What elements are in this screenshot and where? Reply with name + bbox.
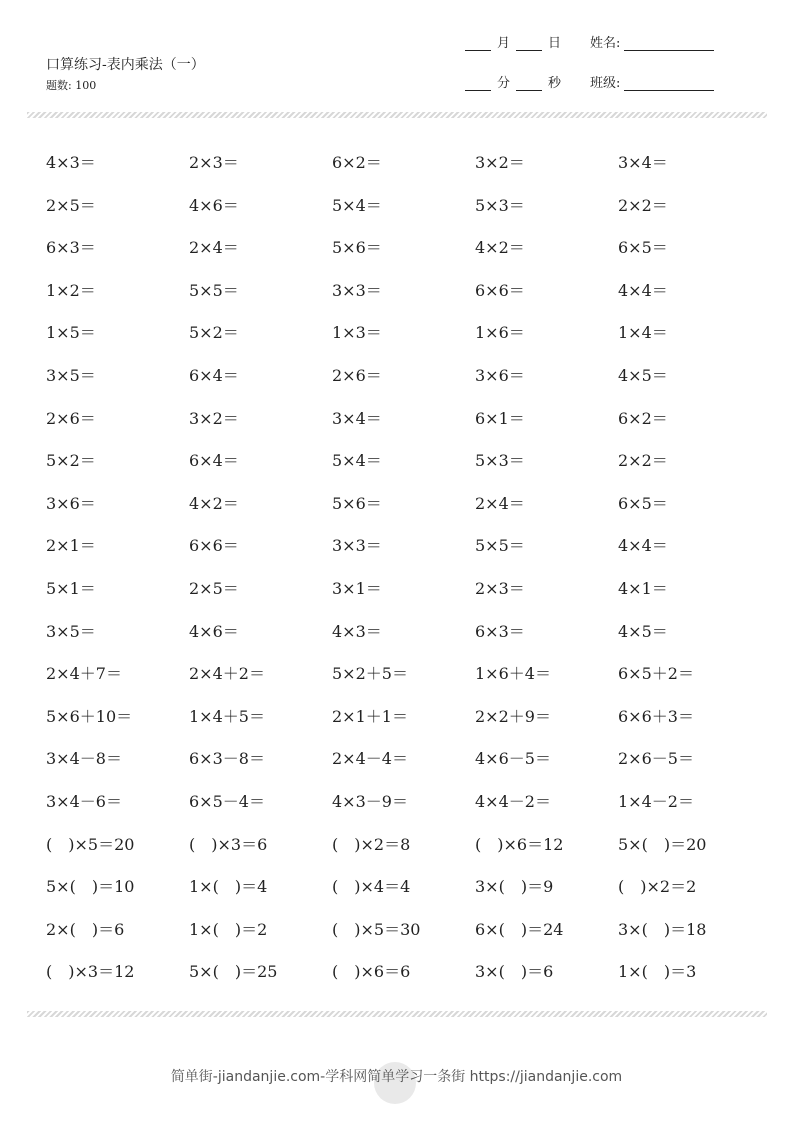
problem-row <box>46 659 766 702</box>
math-problem: 4×3－9＝ <box>332 791 408 811</box>
math-problem: 5×6＝ <box>332 238 382 258</box>
problem-row <box>46 872 766 915</box>
problem-row <box>46 446 766 489</box>
worksheet-title: 口算练习-表内乘法（一） <box>46 57 205 73</box>
problem-row <box>46 361 766 404</box>
math-problem: ( )×3＝6 <box>189 834 268 854</box>
class-label: 班级: <box>590 76 621 91</box>
math-problem: 4×4＝ <box>618 280 668 300</box>
math-problem: 1×6＋4＝ <box>475 664 551 684</box>
problem-row <box>46 233 766 276</box>
math-problem: 5×( )＝20 <box>618 834 707 854</box>
math-problem: 5×2＝ <box>189 323 239 343</box>
math-problem: 6×5＋2＝ <box>618 664 694 684</box>
math-problem: 3×( )＝6 <box>475 962 554 982</box>
math-problem: 5×4＝ <box>332 451 382 471</box>
problem-row <box>46 787 766 830</box>
math-problem: 3×6＝ <box>475 365 525 385</box>
math-problem: 6×5－4＝ <box>189 791 265 811</box>
math-problem: 4×6＝ <box>189 621 239 641</box>
math-problem: 2×4－4＝ <box>332 749 408 769</box>
math-problem: 2×5＝ <box>46 195 96 215</box>
math-problem: 3×( )＝9 <box>475 877 554 897</box>
problem-row <box>46 148 766 191</box>
math-problem: 1×4＋5＝ <box>189 706 265 726</box>
math-problem: 2×6－5＝ <box>618 749 694 769</box>
math-problem: 4×3＝ <box>46 153 96 172</box>
name-blank[interactable] <box>624 36 714 51</box>
name-field <box>590 32 714 51</box>
second-blank[interactable] <box>516 76 542 91</box>
math-problem: 6×6＋3＝ <box>618 706 694 726</box>
name-label: 姓名: <box>590 36 621 51</box>
math-problem: 6×5＝ <box>618 238 668 258</box>
math-problem: ( )×2＝8 <box>332 834 411 854</box>
bottom-divider <box>27 1011 767 1017</box>
month-blank[interactable] <box>465 36 491 51</box>
math-problem: 5×5＝ <box>189 280 239 300</box>
math-problem: 2×1＋1＝ <box>332 706 408 726</box>
math-problem: 4×3＝ <box>332 621 382 641</box>
problem-row <box>46 957 766 1000</box>
problem-row <box>46 318 766 361</box>
math-problem: 2×4＝ <box>475 493 525 513</box>
math-problem: 6×2＝ <box>618 408 668 428</box>
math-problem: 4×5＝ <box>618 621 668 641</box>
math-problem: 5×6＋10＝ <box>46 706 133 726</box>
math-problem: 5×1＝ <box>46 578 96 598</box>
math-problem: ( )×6＝6 <box>332 962 411 982</box>
math-problem: 5×2＋5＝ <box>332 664 408 684</box>
math-problem: 6×4＝ <box>189 365 239 385</box>
math-problem: 3×3＝ <box>332 280 382 300</box>
math-problem: 2×2＝ <box>618 451 668 471</box>
problem-row <box>46 531 766 574</box>
minute-blank[interactable] <box>465 76 491 91</box>
math-problem: 5×4＝ <box>332 195 382 215</box>
math-problem: 3×4＝ <box>332 408 382 428</box>
minute-label: 分 <box>497 76 511 91</box>
math-problem: 3×2＝ <box>189 408 239 428</box>
problem-row <box>46 574 766 617</box>
problem-row <box>46 191 766 234</box>
math-problem: 6×1＝ <box>475 408 525 428</box>
math-problem: 6×( )＝24 <box>475 919 564 939</box>
math-problem: 4×2＝ <box>475 238 525 258</box>
math-problem: 6×6＝ <box>475 280 525 300</box>
footer-text: 简单街-jiandanjie.com-学科网简单学习一条街 https://jiandanjie.com <box>170 1069 623 1085</box>
math-problem: ( )×3＝12 <box>46 962 135 982</box>
math-problem: ( )×2＝2 <box>618 877 697 897</box>
math-problem: 3×4－6＝ <box>46 791 122 811</box>
math-problem: 2×1＝ <box>46 536 96 556</box>
math-problem: 2×5＝ <box>189 578 239 598</box>
math-problem: 6×2＝ <box>332 153 382 172</box>
question-count: 题数: 100 <box>46 79 97 92</box>
math-problem: 3×1＝ <box>332 578 382 598</box>
math-problem: 3×( )＝18 <box>618 919 707 939</box>
class-blank[interactable] <box>624 76 714 91</box>
math-problem: 2×2＋9＝ <box>475 706 551 726</box>
second-label: 秒 <box>548 76 562 91</box>
math-problem: 3×4－8＝ <box>46 749 122 769</box>
math-problem: 4×5＝ <box>618 365 668 385</box>
math-problem: 3×4＝ <box>618 153 668 172</box>
problem-row <box>46 830 766 873</box>
math-problem: ( )×5＝20 <box>46 834 135 854</box>
problem-row <box>46 744 766 787</box>
math-problem: 1×6＝ <box>475 323 525 343</box>
math-problem: 5×3＝ <box>475 195 525 215</box>
math-problem: 1×4＝ <box>618 323 668 343</box>
day-blank[interactable] <box>516 36 542 51</box>
math-problem: ( )×6＝12 <box>475 834 564 854</box>
math-problem: 4×2＝ <box>189 493 239 513</box>
math-problem: 5×( )＝25 <box>189 962 278 982</box>
math-problem: 1×( )＝2 <box>189 919 268 939</box>
top-divider <box>27 112 767 118</box>
problem-row <box>46 617 766 660</box>
math-problem: 2×4＋2＝ <box>189 664 265 684</box>
worksheet-header <box>0 0 793 110</box>
math-problem: 2×3＝ <box>189 153 239 172</box>
math-problem: 6×5＝ <box>618 493 668 513</box>
math-problem: 5×3＝ <box>475 451 525 471</box>
math-problem: 6×3＝ <box>475 621 525 641</box>
math-problem: 4×4＝ <box>618 536 668 556</box>
time-field <box>465 72 567 91</box>
math-problem: 1×4－2＝ <box>618 791 694 811</box>
math-problem: 3×6＝ <box>46 493 96 513</box>
math-problem: 5×5＝ <box>475 536 525 556</box>
math-problem: 3×2＝ <box>475 153 525 172</box>
math-problem: 3×5＝ <box>46 365 96 385</box>
problem-grid <box>46 148 766 1000</box>
math-problem: 2×4＋7＝ <box>46 664 122 684</box>
math-problem: 4×6－5＝ <box>475 749 551 769</box>
problem-row <box>46 276 766 319</box>
math-problem: 4×6＝ <box>189 195 239 215</box>
day-label: 日 <box>548 36 562 51</box>
math-problem: 6×4＝ <box>189 451 239 471</box>
math-problem: 5×2＝ <box>46 451 96 471</box>
math-problem: 4×1＝ <box>618 578 668 598</box>
math-problem: 1×( )＝3 <box>618 962 697 982</box>
class-field <box>590 72 714 91</box>
math-problem: 2×6＝ <box>46 408 96 428</box>
math-problem: 2×4＝ <box>189 238 239 258</box>
math-problem: 6×3－8＝ <box>189 749 265 769</box>
math-problem: 5×( )＝10 <box>46 877 135 897</box>
math-problem: 2×3＝ <box>475 578 525 598</box>
math-problem: 2×2＝ <box>618 195 668 215</box>
math-problem: 3×5＝ <box>46 621 96 641</box>
math-problem: 1×5＝ <box>46 323 96 343</box>
problem-row <box>46 404 766 447</box>
problem-row <box>46 489 766 532</box>
math-problem: 4×4－2＝ <box>475 791 551 811</box>
math-problem: 6×6＝ <box>189 536 239 556</box>
math-problem: 1×2＝ <box>46 280 96 300</box>
problem-row <box>46 702 766 745</box>
math-problem: 2×6＝ <box>332 365 382 385</box>
math-problem: 6×3＝ <box>46 238 96 258</box>
math-problem: 1×3＝ <box>332 323 382 343</box>
math-problem: 3×3＝ <box>332 536 382 556</box>
math-problem: 1×( )＝4 <box>189 877 268 897</box>
math-problem: 5×6＝ <box>332 493 382 513</box>
math-problem: ( )×5＝30 <box>332 919 421 939</box>
math-problem: ( )×4＝4 <box>332 877 411 897</box>
math-problem: 2×( )＝6 <box>46 919 125 939</box>
problem-row <box>46 915 766 958</box>
month-label: 月 <box>497 36 511 51</box>
date-field <box>465 32 567 51</box>
